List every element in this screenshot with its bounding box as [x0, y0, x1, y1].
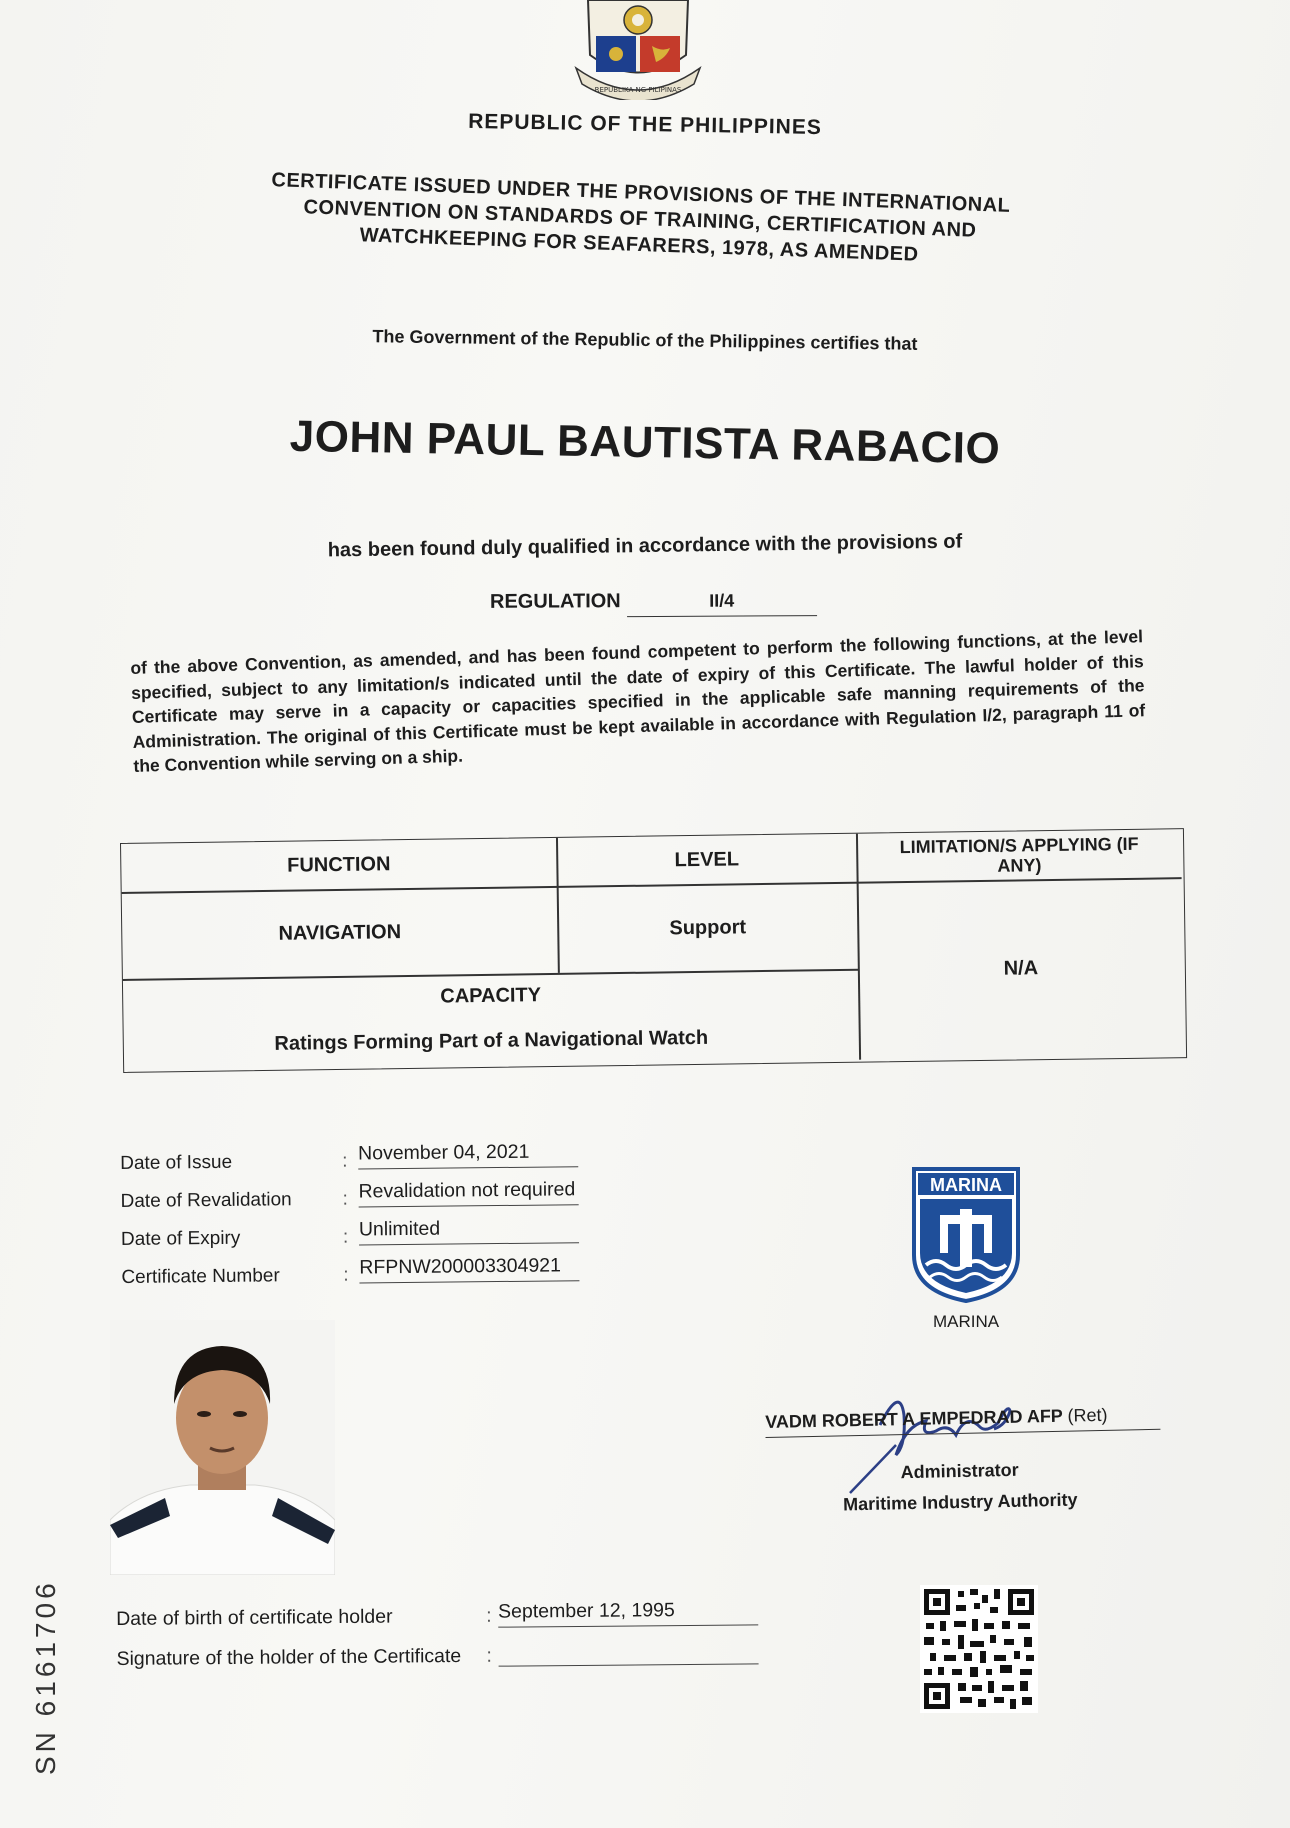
limitations-value: N/A	[1003, 957, 1039, 980]
detail-row: Date of Issue : November 04, 2021	[120, 1140, 640, 1183]
administrator-title: Administrator	[900, 1459, 1019, 1483]
signature-label: Signature of the holder of the Certificate	[116, 1644, 462, 1670]
dob-label: Date of birth of certificate holder	[116, 1605, 393, 1630]
regulation-value: II/4	[627, 590, 817, 617]
date-of-revalidation-label: Date of Revalidation	[120, 1189, 292, 1212]
date-of-issue: November 04, 2021	[358, 1140, 578, 1169]
holder-signature-field	[498, 1638, 758, 1666]
philippine-seal-icon	[568, 0, 708, 100]
administrator-name: VADM ROBERT A EMPEDRAD AFP	[765, 1405, 1063, 1432]
holder-name: JOHN PAUL BAUTISTA RABACIO	[289, 411, 1001, 474]
administrator-org: Maritime Industry Authority	[842, 1489, 1078, 1515]
marina-label: MARINA	[932, 1312, 1000, 1331]
certificate-details	[120, 1140, 642, 1297]
date-of-expiry-label: Date of Expiry	[120, 1227, 241, 1250]
certificate-number-label: Certificate Number	[121, 1265, 280, 1288]
detail-row: Date of Revalidation : Revalidation not required	[120, 1178, 640, 1221]
qr-code-icon	[920, 1585, 1038, 1713]
level-value: Support	[669, 915, 747, 939]
date-of-revalidation: Revalidation not required	[358, 1178, 578, 1207]
function-value: NAVIGATION	[278, 920, 402, 945]
republic-heading: REPUBLIC OF THE PHILIPPINES	[467, 109, 823, 140]
detail-row: Date of Expiry : Unlimited	[121, 1216, 641, 1259]
convention-title: CERTIFICATE ISSUED UNDER THE PROVISIONS OF THE INTERNATIONAL CONVENTION ON STANDARDS OF TRAINING, CERTIFICATION AND WATCHKEEPING FOR SEAFARERS, 1978, AS AMENDED	[271, 169, 1011, 266]
capacity-header: CAPACITY	[440, 983, 542, 1008]
administrator-suffix: (Ret)	[1067, 1404, 1108, 1426]
regulation-label: REGULATION	[489, 590, 621, 613]
administrator-title-block	[739, 1451, 1180, 1522]
serial-number: SN 6161706	[30, 1579, 61, 1775]
capacity-value: Ratings Forming Part of a Navigational Watch	[274, 1026, 709, 1055]
date-of-issue-label: Date of Issue	[120, 1151, 233, 1174]
marina-logo-icon	[910, 1165, 1022, 1305]
certificate-number: RFPNW200003304921	[359, 1254, 579, 1283]
certifies-text: The Government of the Republic of the Philippines certifies that	[372, 326, 918, 354]
level-header: LEVEL	[674, 847, 740, 871]
limitations-header: LIMITATION/S APPLYING (IF ANY)	[899, 833, 1139, 876]
holder-photo	[110, 1320, 335, 1575]
date-of-expiry: Unlimited	[359, 1216, 579, 1245]
qualified-text: has been found duly qualified in accordance with the provisions of	[327, 530, 963, 562]
functions-table	[120, 828, 1187, 1073]
detail-row: Date of birth of certificate holder : September 12, 1995	[116, 1594, 776, 1640]
marina-logo-text: MARINA	[930, 1175, 1002, 1195]
detail-row: Signature of the holder of the Certificate :	[116, 1634, 776, 1680]
seal-text: REPUBLIKA NG PILIPINAS	[594, 86, 682, 94]
detail-row: Certificate Number : RFPNW200003304921	[121, 1254, 641, 1297]
dob-value: September 12, 1995	[498, 1598, 758, 1627]
function-header: FUNCTION	[287, 852, 391, 877]
body-paragraph: of the above Convention, as amended, and has been found competent to perform the following functions, at the level specified, subject to any limitation/s indicated until the date of expiry of this Certificate. The lawful holder of this Certificate may serve in a capacity or capacities specified in the applicable safe manning requirements of the Administration. The original of this Certificate must be kept available in accordance with Regulation I/2, paragraph 11 of the Convention while serving on a ship.	[130, 626, 1146, 776]
regulation-line	[490, 589, 817, 618]
holder-bottom-details	[116, 1594, 777, 1680]
